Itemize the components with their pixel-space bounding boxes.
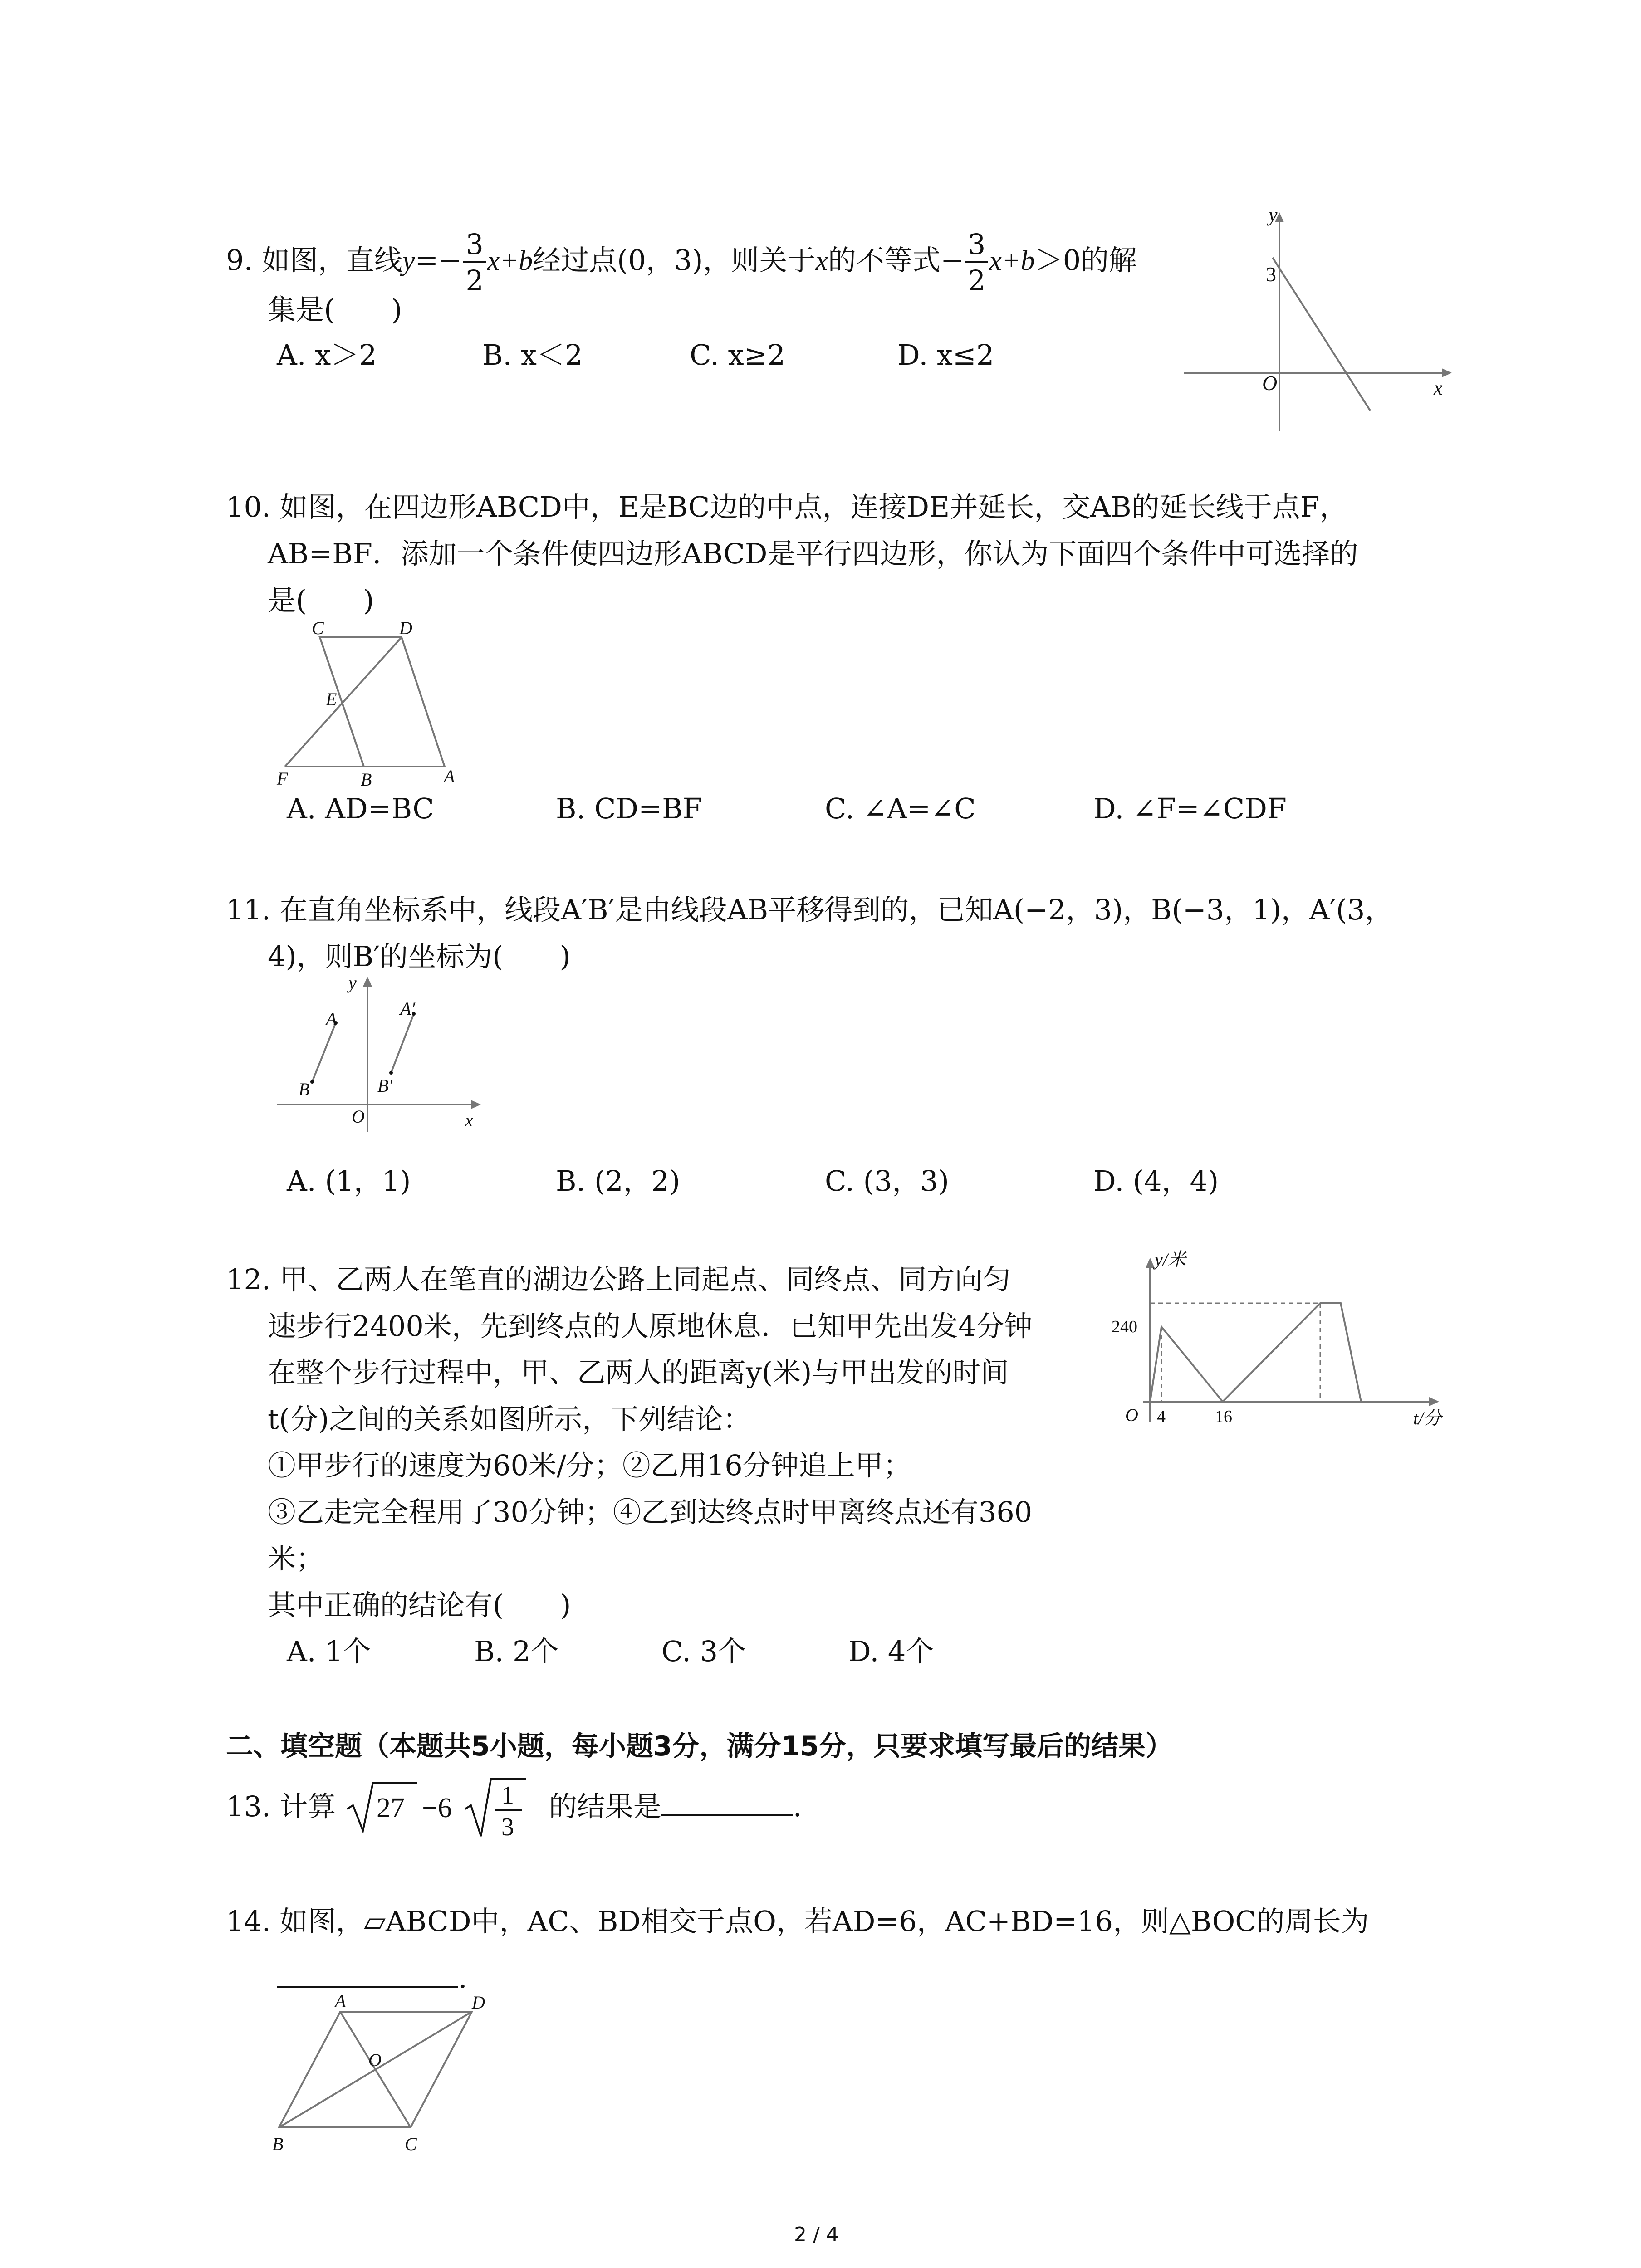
q12-line8: 其中正确的结论有( ): [268, 1589, 571, 1622]
q9-tick-3: 3: [1266, 263, 1276, 286]
q12-option-b: B. 2个: [474, 1635, 559, 1668]
q12-line2: 速步行2400米，先到终点的人原地休息．已知甲先出发4分钟: [268, 1310, 1033, 1343]
q12-t-16: 16: [1215, 1407, 1232, 1426]
q12-origin: O: [1125, 1405, 1138, 1425]
q9-option-d: D. x≤2: [897, 338, 994, 371]
svg-text:−6: −6: [422, 1793, 452, 1823]
q14-answer-blank[interactable]: [277, 1986, 458, 1988]
q12-line3: 在整个步行过程中，甲、乙两人的距离y(米)与甲出发的时间: [268, 1356, 1009, 1389]
svg-text:27: 27: [377, 1793, 405, 1823]
q10-option-c: C. ∠A=∠C: [825, 792, 976, 825]
q11-label-a: A: [326, 1009, 337, 1029]
q10-option-a: A. AD=BC: [287, 792, 434, 825]
q9-origin: O: [1262, 371, 1278, 395]
q9-y-label: y: [1269, 209, 1278, 226]
q12-option-d: D. 4个: [848, 1635, 934, 1668]
q12-line1: 12. 甲、乙两人在笔直的湖边公路上同起点、同终点、同方向匀: [226, 1263, 1011, 1296]
q10-line1: 10. 如图，在四边形ABCD中，E是BC边的中点，连接DE并延长，交AB的延长线于点F，: [226, 490, 1348, 523]
q14-label-o: O: [368, 2050, 382, 2070]
q11-option-d: D. (4，4): [1093, 1164, 1219, 1198]
q10-label-e: E: [326, 689, 337, 709]
q14-label-b: B: [272, 2134, 284, 2154]
q9-option-c: C. x≥2: [690, 338, 786, 371]
q12-line4: t(分)之间的关系如图所示，下列结论：: [268, 1403, 751, 1436]
q10-figure: [268, 617, 472, 789]
q9-option-a: A. x＞2: [277, 338, 377, 371]
q11-label-a-prime: A′: [400, 998, 416, 1019]
q12-graph: [1107, 1245, 1461, 1440]
q11-option-a: A. (1，1): [287, 1164, 411, 1198]
q11-option-b: B. (2，2): [556, 1164, 681, 1198]
q11-label-b-prime: B′: [377, 1075, 393, 1096]
q13-answer-blank[interactable]: [661, 1814, 793, 1816]
q12-t-4: 4: [1157, 1407, 1166, 1426]
q10-option-d: D. ∠F=∠CDF: [1093, 792, 1287, 825]
q12-option-a: A. 1个: [287, 1635, 371, 1668]
q12-line5: ①甲步行的速度为60米/分；②乙用16分钟追上甲；: [268, 1449, 911, 1482]
section-2-heading: 二、填空题（本题共5小题，每小题3分，满分15分，只要求填写最后的结果）: [226, 1730, 1173, 1762]
q14-line1: 14. 如图，▱ABCD中，AC、BD相交于点O，若AD=6，AC+BD=16，则△BOC的周长为: [226, 1905, 1369, 1938]
q11-option-c: C. (3，3): [825, 1164, 949, 1198]
q10-option-b: B. CD=BF: [556, 792, 702, 825]
q9-option-b: B. x＜2: [482, 338, 583, 371]
svg-text:3: 3: [501, 1813, 514, 1841]
q11-line2: 4)，则B′的坐标为( ): [268, 940, 571, 973]
q13-line: 13. 计算 27 −6 1 3 的结果是 .: [226, 1777, 924, 1841]
q10-label-f: F: [277, 768, 288, 789]
q14-line2: .: [277, 1964, 467, 1992]
q11-label-b: B: [299, 1079, 310, 1100]
q10-label-d: D: [399, 618, 412, 638]
q11-figure: [272, 973, 490, 1136]
page-number: 2 / 4: [794, 2223, 839, 2246]
q12-y-240: 240: [1112, 1317, 1137, 1336]
q14-figure: [272, 1991, 499, 2155]
q10-line2: AB=BF．添加一个条件使四边形ABCD是平行四边形，你认为下面四个条件中可选择的: [268, 537, 1358, 570]
q12-y-label: y/米: [1155, 1249, 1186, 1270]
q9-x-label: x: [1434, 377, 1443, 399]
q12-option-c: C. 3个: [661, 1635, 746, 1668]
svg-text:1: 1: [501, 1781, 514, 1809]
q10-line3: 是( ): [268, 584, 374, 617]
q9-fraction-1: $\frac{3}{2}$: [463, 230, 486, 295]
q14-label-d: D: [472, 1992, 485, 2013]
q9-graph: [1180, 209, 1461, 435]
q11-x-label: x: [465, 1110, 473, 1130]
q11-origin: O: [352, 1106, 365, 1127]
q10-label-a: A: [444, 766, 455, 787]
q9-line1: 9. 如图，直线y=− $\frac{3}{2}$ x+b经过点(0，3)，则关于x的不等式− $\frac{3}{2}$ x+b＞0的解: [226, 228, 1137, 297]
q10-label-c: C: [312, 618, 324, 638]
q10-label-b: B: [361, 769, 372, 789]
q11-y-label: y: [348, 973, 357, 993]
q9-fraction-2: $\frac{3}{2}$: [965, 230, 988, 295]
q9-line2: 集是( ): [268, 293, 402, 326]
q12-line7: 米；: [268, 1542, 324, 1575]
q14-label-c: C: [405, 2134, 417, 2154]
q11-line1: 11. 在直角坐标系中，线段A′B′是由线段AB平移得到的，已知A(−2，3)，B(−3，1)，A′(3，: [226, 893, 1393, 926]
q12-x-label: t/分: [1413, 1408, 1442, 1428]
q12-line6: ③乙走完全程用了30分钟；④乙到达终点时甲离终点还有360: [268, 1496, 1033, 1529]
q14-label-a: A: [335, 1991, 346, 2011]
